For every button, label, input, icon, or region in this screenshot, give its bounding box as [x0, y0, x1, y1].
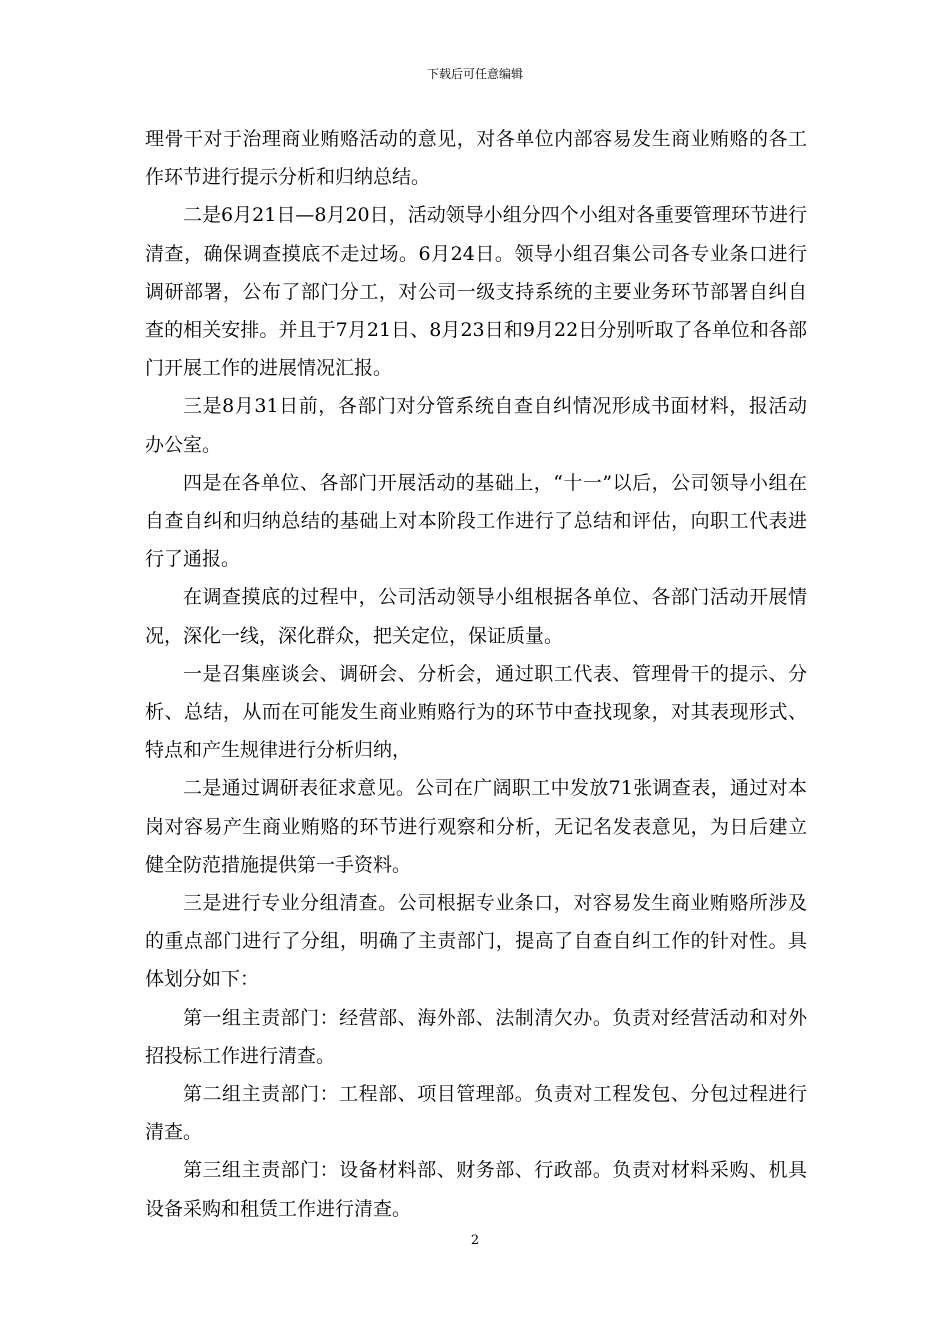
paragraph: 第二组主责部门：工程部、项目管理部。负责对工程发包、分包过程进行清查。 — [145, 1083, 807, 1144]
paragraph: 在调查摸底的过程中，公司活动领导小组根据各单位、各部门活动开展情况，深化一线，深化群众，把关定位，保证质量。 — [145, 586, 807, 647]
paragraph: 三是8月31日前，各部门对分管系统自查自纠情况形成书面材料，报活动办公室。 — [145, 395, 807, 456]
paragraph: 三是进行专业分组清查。公司根据专业条口，对容易发生商业贿赂所涉及的重点部门进行了分组，明确了主责部门，提高了自查自纠工作的针对性。具体划分如下： — [145, 892, 807, 991]
page-number: 2 — [470, 1233, 480, 1248]
paragraph: 第一组主责部门：经营部、海外部、法制清欠办。负责对经营活动和对外招投标工作进行清查。 — [145, 1006, 807, 1067]
page-header: 下载后可任意编辑 — [426, 67, 523, 81]
paragraph: 二是通过调研表征求意见。公司在广阔职工中发放71张调查表，通过对本岗对容易产生商业贿赂的环节进行观察和分析，无记名发表意见，为日后建立健全防范措施提供第一手资料。 — [145, 777, 807, 876]
paragraph: 四是在各单位、各部门开展活动的基础上，“十一”以后，公司领导小组在自查自纠和归纳总结的基础上对本阶段工作进行了总结和评估，向职工代表进行了通报。 — [145, 471, 807, 571]
paragraph: 理骨干对于治理商业贿赂活动的意见，对各单位内部容易发生商业贿赂的各工作环节进行提示分析和归纳总结。 — [145, 128, 807, 189]
paragraph: 第三组主责部门：设备材料部、财务部、行政部。负责对材料采购、机具设备采购和租赁工作进行清查。 — [145, 1159, 807, 1220]
paragraph: 二是6月21日—8月20日，活动领导小组分四个小组对各重要管理环节进行清查，确保调查摸底不走过场。6月24日。领导小组召集公司各专业条口进行调研部署，公布了部门分工，对公司一级支持系统的主要业务环节部署自纠自查的相关安排。并且于7月21日、8月23日和9月22日分别听取了各单位和各部门开展工作的进展情况汇报。 — [145, 204, 807, 380]
document-body — [145, 120, 807, 1228]
paragraph: 一是召集座谈会、调研会、分析会，通过职工代表、管理骨干的提示、分析、总结，从而在可能发生商业贿赂行为的环节中查找现象，对其表现形式、特点和产生规律进行分析归纳， — [145, 662, 807, 762]
